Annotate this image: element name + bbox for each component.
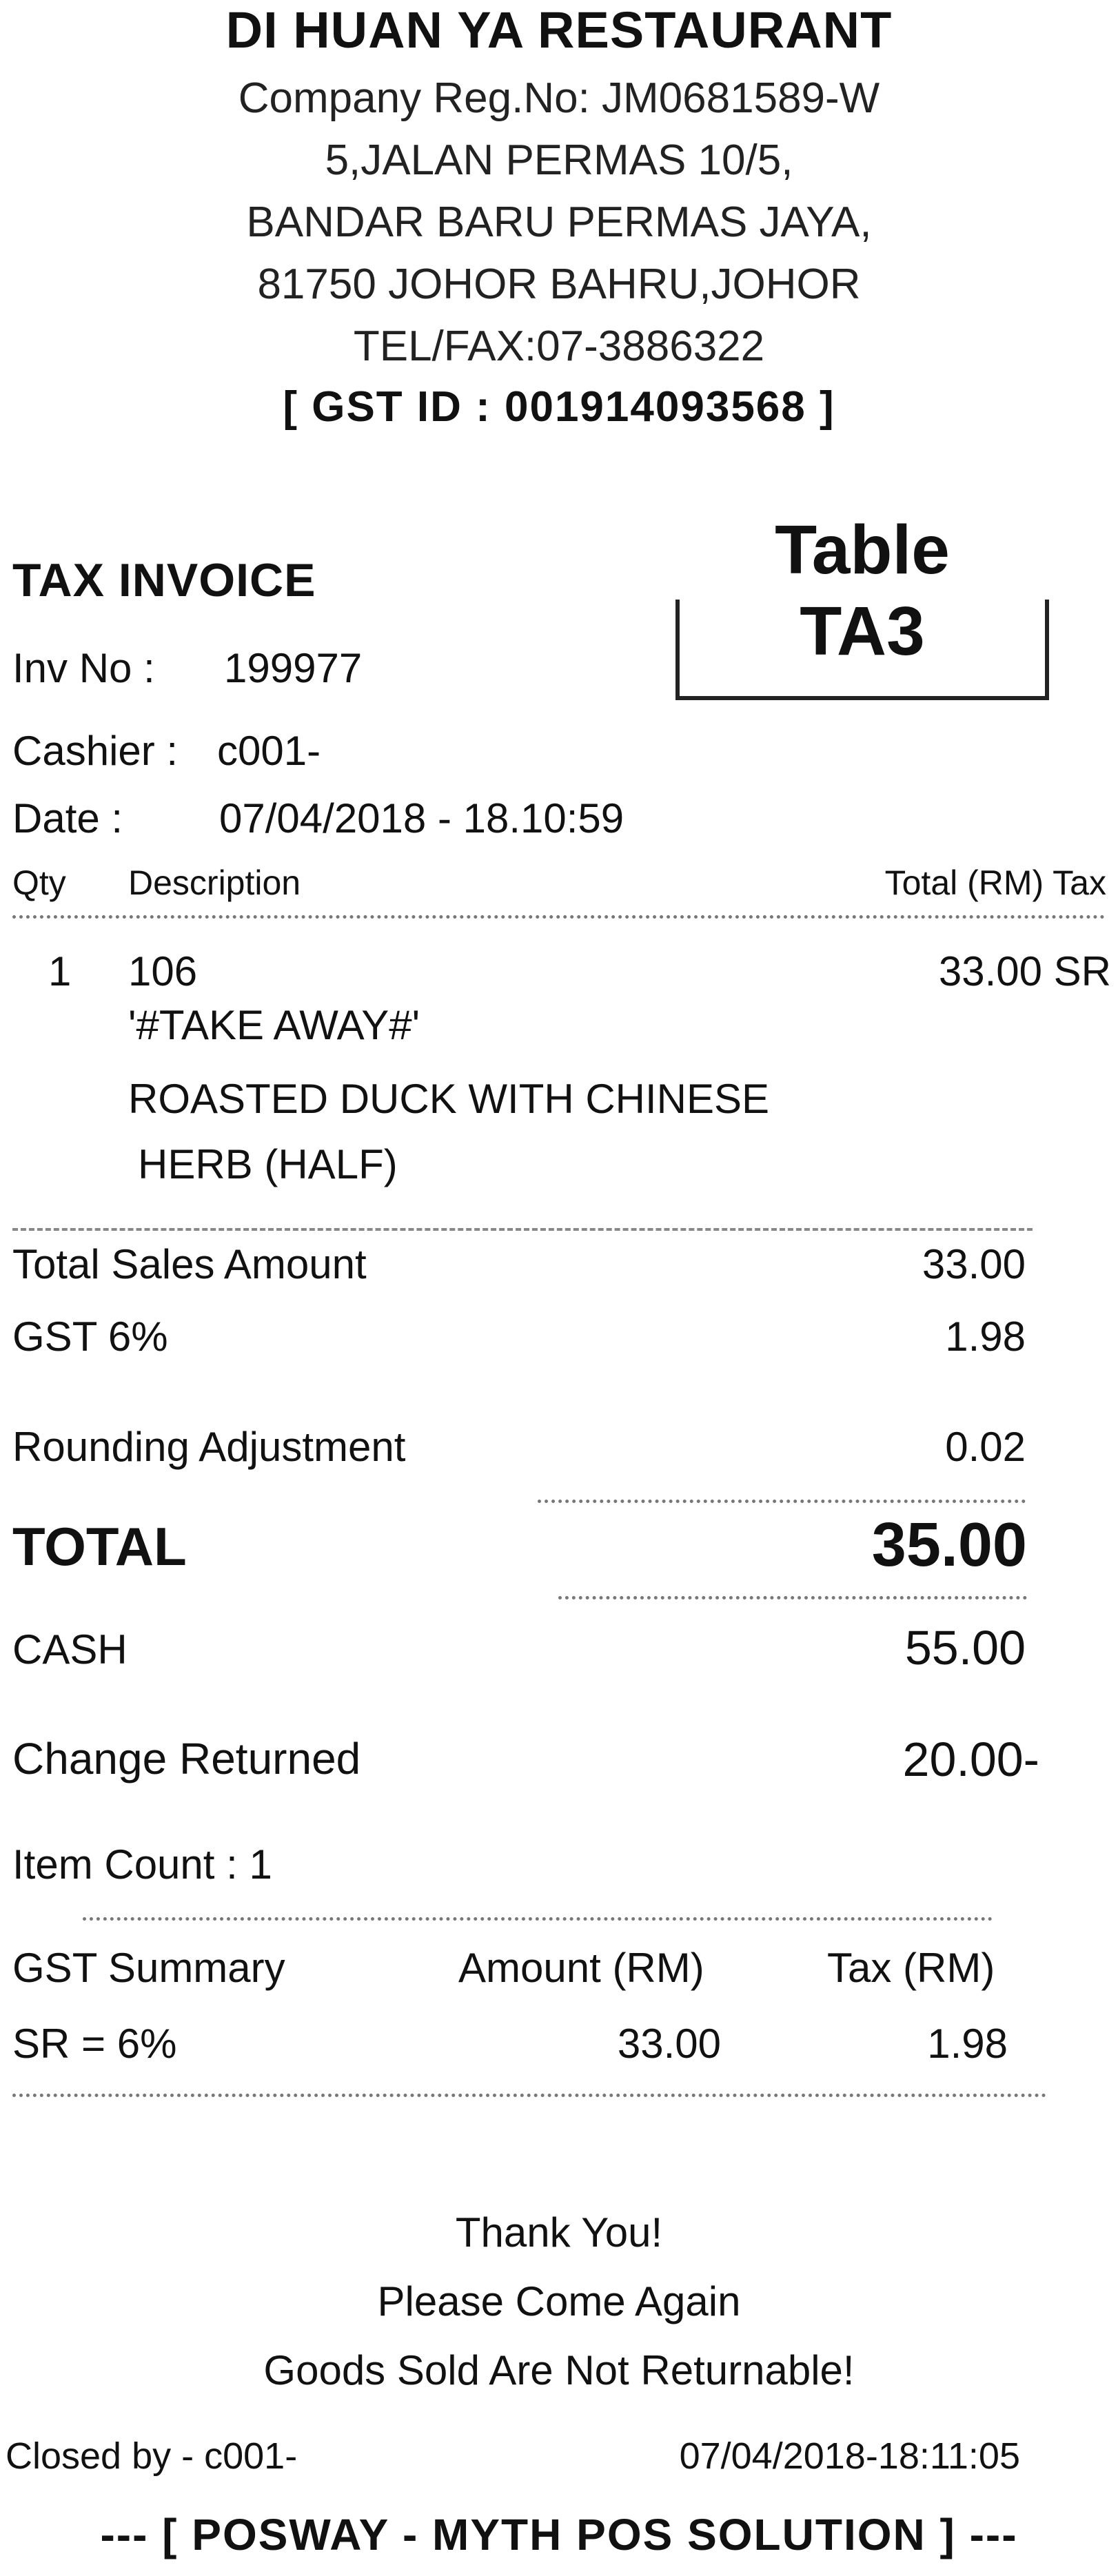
divider xyxy=(12,915,1105,919)
gst-summary-rate: SR = 6% xyxy=(12,2021,177,2067)
gst-value: 1.98 xyxy=(945,1313,1026,1360)
col-description: Description xyxy=(128,863,301,902)
item-amount: 33.00 SR xyxy=(938,948,1111,994)
table-label: Table xyxy=(775,511,950,589)
col-qty: Qty xyxy=(12,863,66,902)
total-value: 35.00 xyxy=(871,1511,1027,1580)
rounding-value: 0.02 xyxy=(945,1424,1026,1470)
date-label: Date : xyxy=(12,795,123,841)
item-desc-line-2: HERB (HALF) xyxy=(138,1141,398,1187)
item-note: '#TAKE AWAY#' xyxy=(128,1002,420,1048)
divider xyxy=(12,2094,1046,2097)
rounding-label: Rounding Adjustment xyxy=(12,1424,406,1470)
col-total-tax: Total (RM) Tax xyxy=(884,863,1106,902)
tax-invoice-title: TAX INVOICE xyxy=(12,554,316,606)
cash-label: CASH xyxy=(12,1626,128,1673)
cashier-value: c001- xyxy=(217,728,321,774)
tel-fax: TEL/FAX:07-3886322 xyxy=(353,323,765,370)
pos-vendor: --- [ POSWAY - MYTH POS SOLUTION ] --- xyxy=(100,2510,1018,2559)
address-line-3: 81750 JOHOR BAHRU,JOHOR xyxy=(257,260,861,308)
closed-by: Closed by - c001- xyxy=(6,2435,298,2477)
total-sales-value: 33.00 xyxy=(922,1241,1026,1287)
thank-you: Thank You! xyxy=(455,2209,663,2256)
gst-summary-amount: 33.00 xyxy=(617,2021,721,2067)
address-line-2: BANDAR BARU PERMAS JAYA, xyxy=(246,198,872,246)
cashier-label: Cashier : xyxy=(12,728,179,774)
address-line-1: 5,JALAN PERMAS 10/5, xyxy=(325,136,793,184)
closed-time: 07/04/2018-18:11:05 xyxy=(679,2435,1020,2477)
gst-summary-tax-header: Tax (RM) xyxy=(827,1945,995,1991)
item-count: Item Count : 1 xyxy=(12,1841,272,1888)
gst-id: [ GST ID : 001914093568 ] xyxy=(283,383,835,431)
table-number: TA3 xyxy=(800,593,925,670)
not-returnable: Goods Sold Are Not Returnable! xyxy=(263,2347,855,2393)
item-code: 106 xyxy=(128,948,198,994)
cash-value: 55.00 xyxy=(904,1621,1026,1675)
inv-no-value: 199977 xyxy=(224,645,363,691)
gst-summary-label: GST Summary xyxy=(12,1945,285,1991)
gst-summary-amount-header: Amount (RM) xyxy=(458,1945,704,1991)
item-qty: 1 xyxy=(48,948,72,994)
restaurant-name: DI HUAN YA RESTAURANT xyxy=(225,1,893,59)
divider xyxy=(558,1596,1027,1599)
item-desc-line-1: ROASTED DUCK WITH CHINESE xyxy=(128,1076,770,1122)
change-label: Change Returned xyxy=(12,1734,361,1783)
gst-label: GST 6% xyxy=(12,1313,168,1360)
divider xyxy=(12,1228,1033,1231)
inv-no-label: Inv No : xyxy=(12,645,155,691)
total-sales-label: Total Sales Amount xyxy=(12,1241,367,1287)
date-value: 07/04/2018 - 18.10:59 xyxy=(219,795,624,841)
change-value: 20.00- xyxy=(902,1732,1039,1786)
gst-summary-tax: 1.98 xyxy=(927,2021,1008,2067)
divider xyxy=(538,1500,1026,1503)
come-again: Please Come Again xyxy=(377,2278,741,2324)
divider xyxy=(83,1917,993,1921)
company-reg: Company Reg.No: JM0681589-W xyxy=(238,74,880,122)
total-label: TOTAL xyxy=(12,1516,187,1577)
